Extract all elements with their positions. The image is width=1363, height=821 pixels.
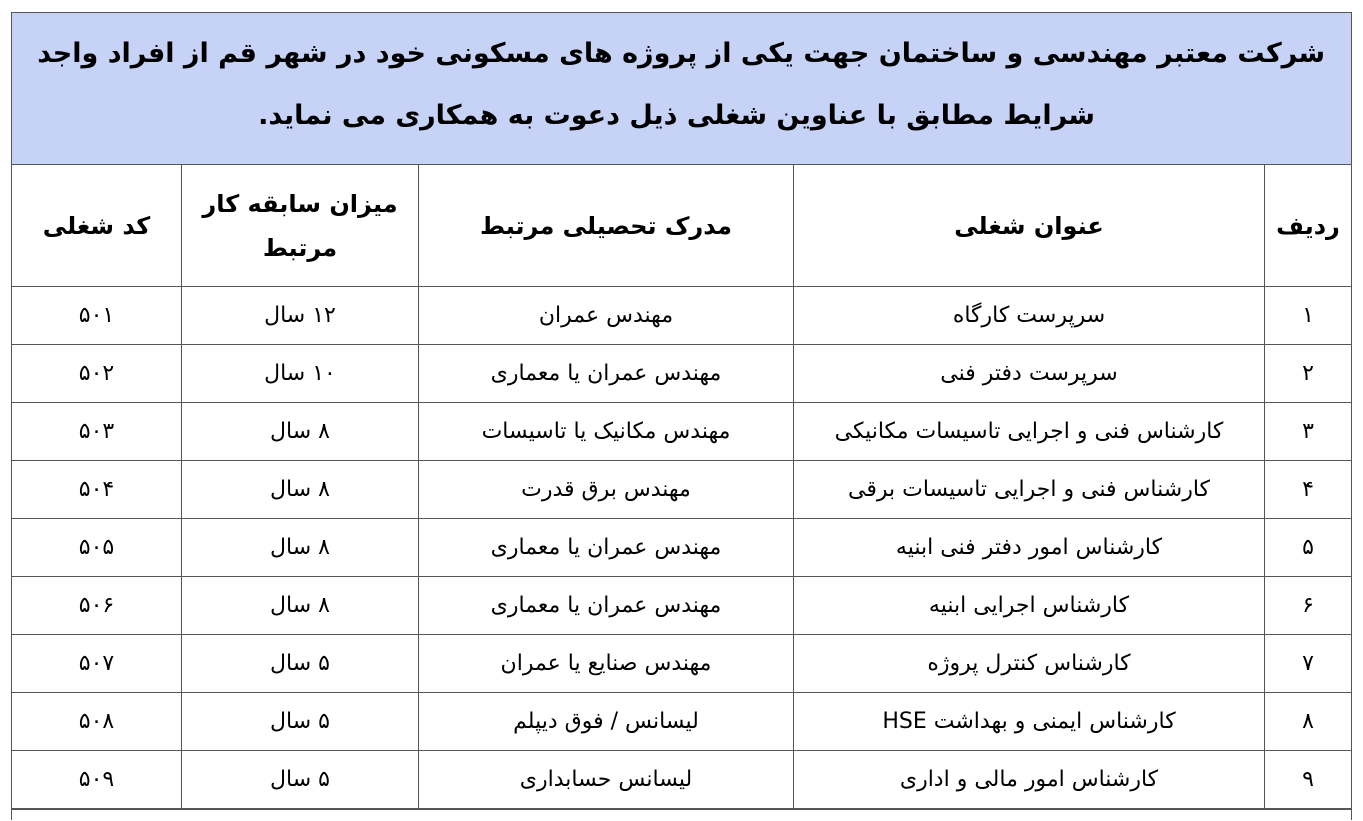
cell-code: ۵۰۸	[12, 693, 182, 751]
cell-title: کارشناس کنترل پروژه	[794, 635, 1265, 693]
column-header-title: عنوان شغلی	[794, 165, 1265, 287]
table-row	[12, 751, 1351, 809]
cell-title: کارشناس فنی و اجرایی تاسیسات برقی	[794, 461, 1265, 519]
table-row	[12, 345, 1351, 403]
jobs-table-body	[12, 287, 1351, 809]
cell-experience: ۵ سال	[182, 751, 419, 809]
cell-degree: مهندس عمران	[419, 287, 794, 345]
cell-code: ۵۰۲	[12, 345, 182, 403]
header-line-1: شرکت معتبر مهندسی و ساختمان جهت یکی از پروژه های مسکونی خود در شهر قم از افراد واجد	[37, 38, 1325, 69]
cell-degree: مهندس عمران یا معماری	[419, 519, 794, 577]
cell-title: کارشناس اجرایی ابنیه	[794, 577, 1265, 635]
cell-degree: مهندس مکانیک یا تاسیسات	[419, 403, 794, 461]
cell-experience: ۵ سال	[182, 693, 419, 751]
cell-title: کارشناس فنی و اجرایی تاسیسات مکانیکی	[794, 403, 1265, 461]
cell-experience: ۸ سال	[182, 461, 419, 519]
cell-experience: ۵ سال	[182, 635, 419, 693]
table-row	[12, 577, 1351, 635]
cell-degree: مهندس عمران یا معماری	[419, 345, 794, 403]
cell-row: ۳	[1265, 403, 1352, 461]
cell-title: سرپرست دفتر فنی	[794, 345, 1265, 403]
cell-degree: لیسانس حسابداری	[419, 751, 794, 809]
cell-title: سرپرست کارگاه	[794, 287, 1265, 345]
cell-row: ۲	[1265, 345, 1352, 403]
cell-title: کارشناس امور مالی و اداری	[794, 751, 1265, 809]
announcement-header	[12, 13, 1351, 165]
cell-degree: مهندس عمران یا معماری	[419, 577, 794, 635]
table-row	[12, 403, 1351, 461]
cell-code: ۵۰۳	[12, 403, 182, 461]
cell-degree: مهندس برق قدرت	[419, 461, 794, 519]
cell-title: کارشناس ایمنی و بهداشت HSE	[794, 693, 1265, 751]
table-bottom-edge	[12, 809, 1351, 820]
table-row	[12, 461, 1351, 519]
cell-experience: ۸ سال	[182, 577, 419, 635]
cell-code: ۵۰۹	[12, 751, 182, 809]
cell-row: ۴	[1265, 461, 1352, 519]
column-header-experience	[182, 165, 419, 287]
cell-code: ۵۰۴	[12, 461, 182, 519]
cell-degree: لیسانس / فوق دیپلم	[419, 693, 794, 751]
header-line-2: شرایط مطابق با عناوین شغلی ذیل دعوت به همکاری می نماید.	[258, 100, 1095, 131]
cell-row: ۵	[1265, 519, 1352, 577]
column-header-row: ردیف	[1265, 165, 1352, 287]
cell-row: ۸	[1265, 693, 1352, 751]
cell-experience: ۱۲ سال	[182, 287, 419, 345]
cell-row: ۶	[1265, 577, 1352, 635]
cell-code: ۵۰۷	[12, 635, 182, 693]
table-row	[12, 287, 1351, 345]
cell-experience: ۱۰ سال	[182, 345, 419, 403]
table-row	[12, 693, 1351, 751]
column-header-degree: مدرک تحصیلی مرتبط	[419, 165, 794, 287]
cell-code: ۵۰۱	[12, 287, 182, 345]
cell-row: ۹	[1265, 751, 1352, 809]
table-row	[12, 519, 1351, 577]
cell-experience: ۸ سال	[182, 403, 419, 461]
cell-code: ۵۰۵	[12, 519, 182, 577]
cell-title: کارشناس امور دفتر فنی ابنیه	[794, 519, 1265, 577]
table-header-row	[12, 165, 1351, 287]
column-header-experience-line2: مرتبط	[262, 233, 338, 262]
cell-experience: ۸ سال	[182, 519, 419, 577]
column-header-code: کد شغلی	[12, 165, 182, 287]
column-header-experience-line1: میزان سابقه کار	[202, 189, 398, 218]
table-row	[12, 635, 1351, 693]
job-announcement	[11, 12, 1352, 820]
cell-row: ۱	[1265, 287, 1352, 345]
cell-row: ۷	[1265, 635, 1352, 693]
cell-code: ۵۰۶	[12, 577, 182, 635]
cell-degree: مهندس صنایع یا عمران	[419, 635, 794, 693]
jobs-table	[12, 165, 1351, 809]
